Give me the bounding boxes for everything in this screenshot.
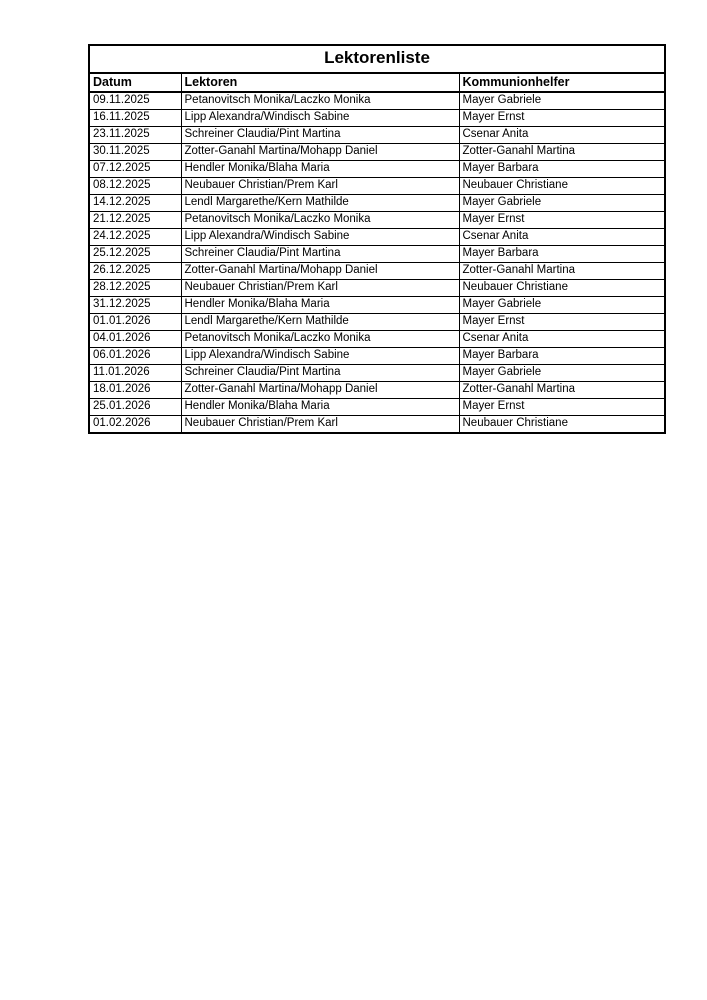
- table-cell: Zotter-Ganahl Martina/Mohapp Daniel: [181, 263, 459, 280]
- table-cell: Mayer Gabriele: [459, 297, 665, 314]
- table-cell: Zotter-Ganahl Martina: [459, 144, 665, 161]
- column-header: Lektoren: [181, 73, 459, 92]
- table-row: [89, 212, 665, 229]
- table-row: [89, 280, 665, 297]
- table-row: [89, 263, 665, 280]
- table-cell: Neubauer Christiane: [459, 416, 665, 434]
- table-cell: 21.12.2025: [89, 212, 181, 229]
- table-cell: Lipp Alexandra/Windisch Sabine: [181, 229, 459, 246]
- table-cell: 18.01.2026: [89, 382, 181, 399]
- table-cell: Hendler Monika/Blaha Maria: [181, 297, 459, 314]
- column-header: Kommunionhelfer: [459, 73, 665, 92]
- table-cell: 30.11.2025: [89, 144, 181, 161]
- title-row: [89, 45, 665, 73]
- table-row: [89, 297, 665, 314]
- table-cell: Schreiner Claudia/Pint Martina: [181, 365, 459, 382]
- table-cell: Lendl Margarethe/Kern Mathilde: [181, 195, 459, 212]
- table-title: Lektorenliste: [89, 45, 665, 73]
- table-row: [89, 314, 665, 331]
- table-row: [89, 365, 665, 382]
- table-row: [89, 178, 665, 195]
- table-cell: Zotter-Ganahl Martina: [459, 382, 665, 399]
- table-cell: 16.11.2025: [89, 110, 181, 127]
- table-cell: Mayer Ernst: [459, 314, 665, 331]
- table-cell: Neubauer Christiane: [459, 280, 665, 297]
- table-cell: 06.01.2026: [89, 348, 181, 365]
- lektorenliste-table: [88, 44, 666, 434]
- table-cell: Schreiner Claudia/Pint Martina: [181, 246, 459, 263]
- table-cell: Mayer Barbara: [459, 161, 665, 178]
- table-row: [89, 161, 665, 178]
- table-cell: 01.02.2026: [89, 416, 181, 434]
- table-cell: Lipp Alexandra/Windisch Sabine: [181, 110, 459, 127]
- table-cell: 09.11.2025: [89, 92, 181, 110]
- table-body: [89, 92, 665, 433]
- table-row: [89, 331, 665, 348]
- table-cell: Hendler Monika/Blaha Maria: [181, 399, 459, 416]
- table-row: [89, 127, 665, 144]
- table-cell: 25.12.2025: [89, 246, 181, 263]
- table-cell: Mayer Ernst: [459, 212, 665, 229]
- table-cell: Petanovitsch Monika/Laczko Monika: [181, 92, 459, 110]
- table-cell: Csenar Anita: [459, 331, 665, 348]
- table-row: [89, 229, 665, 246]
- table-cell: Petanovitsch Monika/Laczko Monika: [181, 212, 459, 229]
- table-cell: 24.12.2025: [89, 229, 181, 246]
- table-row: [89, 382, 665, 399]
- table-cell: 07.12.2025: [89, 161, 181, 178]
- header-row: [89, 73, 665, 92]
- table-cell: Mayer Gabriele: [459, 195, 665, 212]
- table-cell: Neubauer Christiane: [459, 178, 665, 195]
- table-cell: Mayer Gabriele: [459, 92, 665, 110]
- table-cell: 23.11.2025: [89, 127, 181, 144]
- table-cell: Mayer Ernst: [459, 110, 665, 127]
- table-cell: 25.01.2026: [89, 399, 181, 416]
- table-row: [89, 144, 665, 161]
- table-cell: Neubauer Christian/Prem Karl: [181, 280, 459, 297]
- table-row: [89, 348, 665, 365]
- table-cell: 14.12.2025: [89, 195, 181, 212]
- table-cell: Hendler Monika/Blaha Maria: [181, 161, 459, 178]
- table-cell: Csenar Anita: [459, 229, 665, 246]
- table-cell: Mayer Barbara: [459, 246, 665, 263]
- table-cell: 01.01.2026: [89, 314, 181, 331]
- table-cell: Lipp Alexandra/Windisch Sabine: [181, 348, 459, 365]
- table-row: [89, 246, 665, 263]
- table-cell: Zotter-Ganahl Martina: [459, 263, 665, 280]
- table-cell: Petanovitsch Monika/Laczko Monika: [181, 331, 459, 348]
- table-row: [89, 195, 665, 212]
- table-cell: Mayer Ernst: [459, 399, 665, 416]
- table-row: [89, 399, 665, 416]
- table-cell: Csenar Anita: [459, 127, 665, 144]
- table-cell: Mayer Gabriele: [459, 365, 665, 382]
- table-cell: Zotter-Ganahl Martina/Mohapp Daniel: [181, 144, 459, 161]
- table-row: [89, 92, 665, 110]
- table-cell: 26.12.2025: [89, 263, 181, 280]
- table-cell: 04.01.2026: [89, 331, 181, 348]
- table-row: [89, 416, 665, 434]
- table-cell: Neubauer Christian/Prem Karl: [181, 178, 459, 195]
- table-cell: Neubauer Christian/Prem Karl: [181, 416, 459, 434]
- table-cell: 28.12.2025: [89, 280, 181, 297]
- table-row: [89, 110, 665, 127]
- column-header: Datum: [89, 73, 181, 92]
- table-cell: 31.12.2025: [89, 297, 181, 314]
- table-cell: Schreiner Claudia/Pint Martina: [181, 127, 459, 144]
- table-cell: Mayer Barbara: [459, 348, 665, 365]
- table-cell: Zotter-Ganahl Martina/Mohapp Daniel: [181, 382, 459, 399]
- table-cell: 11.01.2026: [89, 365, 181, 382]
- table-cell: 08.12.2025: [89, 178, 181, 195]
- table-cell: Lendl Margarethe/Kern Mathilde: [181, 314, 459, 331]
